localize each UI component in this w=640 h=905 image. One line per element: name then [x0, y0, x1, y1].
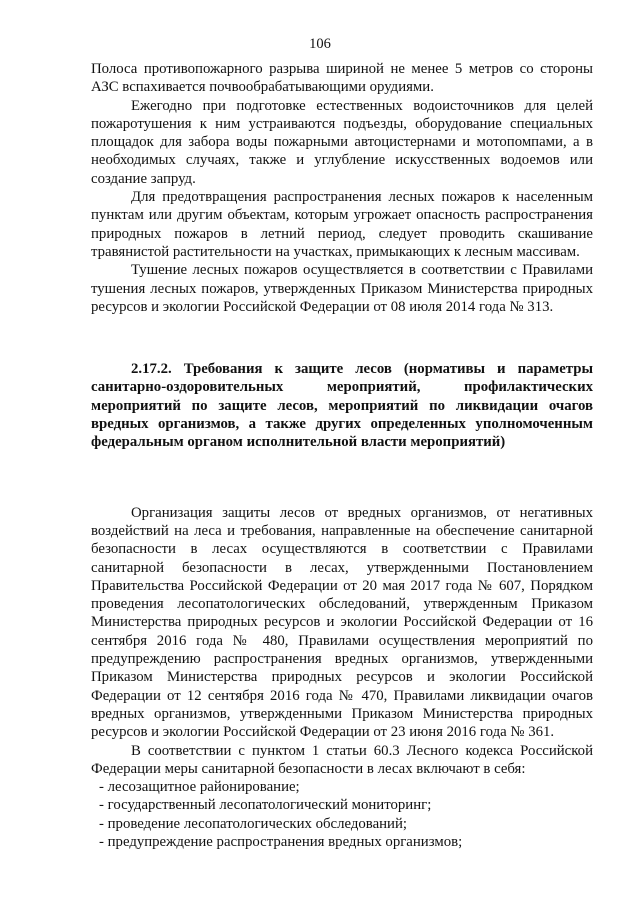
list-item: - проведение лесопатологических обследований;	[99, 815, 408, 832]
paragraph-fire-extinguishing: Тушение лесных пожаров осуществляется в соответствии с Правилами тушения лесных пожаров, утвержденных Приказом Министерства природных ресурсов и экологии Российской Федерации от 08 июля 2014 года № 313.	[91, 262, 593, 315]
paragraph-forest-protection: Организация защиты лесов от вредных организмов, от негативных воздействий на леса и требования, направленные на обеспечение санитарной безопасности в лесах осуществляются в соответствии с Правилами санитарной безопасности в лесах, утвержденными Постановлением Правительства Российской Федерации от 20 мая 2017 года № 607, Порядком проведения лесопатологических обследований, утвержденным Приказом Министерства природных ресурсов и экологии Российской Федерации от 16 сентября 2016 года № 480, Правилами осуществления мероприятий по предупреждению распространения вредных организмов, утвержденными Приказом Министерства природных ресурсов и экологии Российской Федерации от 12 сентября 2016 года № 470, Правилами ликвидации очагов вредных организмов, утвержденными Приказом Министерства природных ресурсов и экологии Российской Федерации от 23 июня 2016 года № 361.	[91, 504, 593, 741]
measures-list	[91, 778, 593, 851]
section-heading: 2.17.2. Требования к защите лесов (нормативы и параметры санитарно-оздоровительных мероприятий, профилактических мероприятий по защите лесов, мероприятий по ликвидации очагов вредных организмов, а также других определенных уполномоченным федеральным органом исполнительной власти мероприятий)	[91, 361, 593, 451]
paragraph-firebreak: Полоса противопожарного разрыва шириной не менее 5 метров со стороны АЗС вспахивается почвообрабатывающими орудиями.	[91, 61, 593, 96]
list-item: - государственный лесопатологический мониторинг;	[99, 797, 432, 814]
document-body	[91, 60, 593, 851]
list-item: - предупреждение распространения вредных организмов;	[99, 833, 463, 850]
list-item: - лесозащитное районирование;	[99, 779, 300, 796]
paragraph-sanitary-measures: В соответствии с пунктом 1 статьи 60.3 Лесного кодекса Российской Федерации меры санитарной безопасности в лесах включают в себя:	[91, 742, 593, 777]
paragraph-water-sources: Ежегодно при подготовке естественных водоисточников для целей пожаротушения к ним устраиваются подъезды, оборудование специальных площадок для забора воды пожарными автоцистернами и мотопомпами, а в необходимых случаях, также и углубление искусственных водоемов или создание запруд.	[91, 97, 593, 187]
paragraph-fire-prevention: Для предотвращения распространения лесных пожаров к населенным пунктам или другим объектам, которым угрожает опасность распространения природных пожаров в летний период, следует проводить скашивание травянистой растительности на участках, примыкающих к лесным массивам.	[91, 189, 593, 260]
page-number: 106	[309, 36, 331, 52]
